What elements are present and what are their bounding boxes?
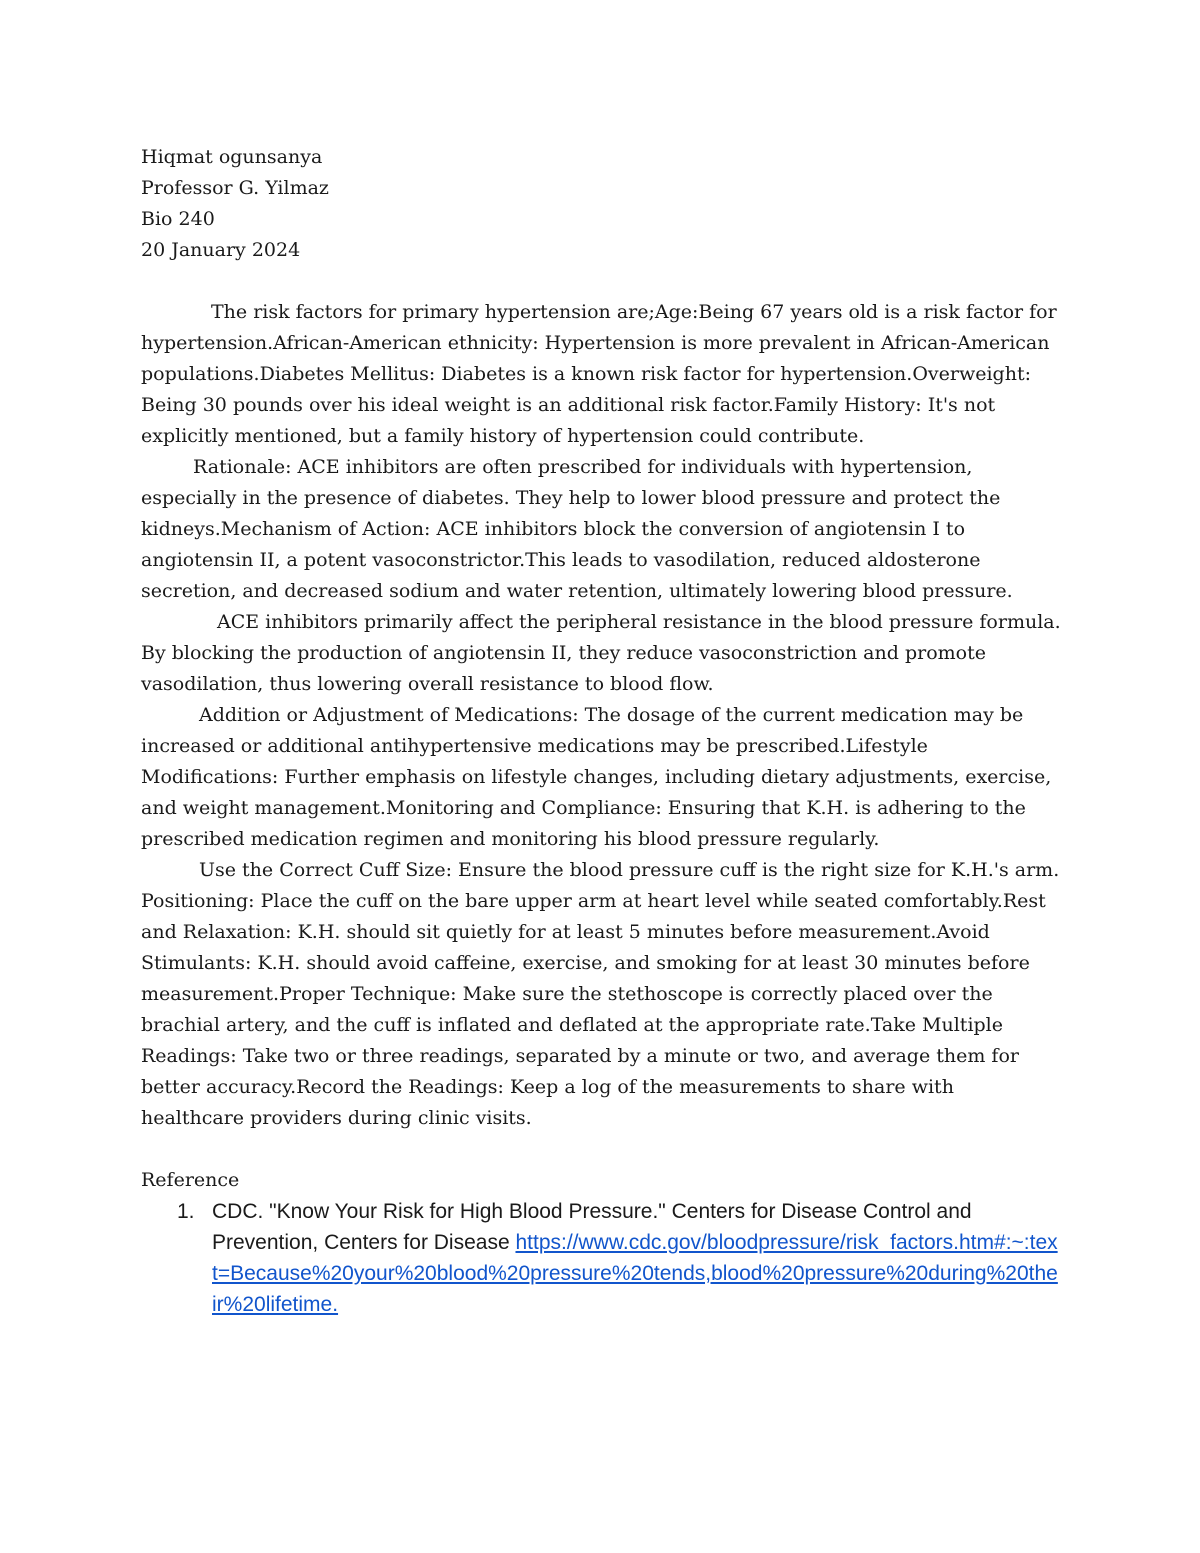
paragraph-bp-measurement: Use the Correct Cuff Size: Ensure the blood pressure cuff is the right size for K.H.'s arm. Positioning: Place the cuff on the bare upper arm at heart level while seated comfortably.Rest and Relaxation: K.H. should sit quietly for at least 5 minutes before measurement.Avoid Stimulants: K.H. should avoid caffeine, exercise, and smoking for at least 30 minutes before measurement.Proper Technique: Make sure the stethoscope is correctly placed over the brachial artery, and the cuff is inflated and deflated at the appropriate rate.Take Multiple Readings: Take two or three readings, separated by a minute or two, and average them for better accuracy.Record the Readings: Keep a log of the measurements to share with healthcare providers during clinic visits. bbox=[141, 859, 1060, 1129]
blank-line bbox=[141, 266, 1061, 297]
paragraph-risk-factors: The risk factors for primary hypertension are;Age:Being 67 years old is a risk factor for hypertension.African-American ethnicity: Hypertension is more prevalent in African-American populations.Diabetes Mellitus: Diabetes is a known risk factor for hypertension.Overweight: Being 30 pounds over his ideal weight is an additional risk factor.Family History: It's not explicitly mentioned, but a family history of hypertension could contribute. bbox=[141, 301, 1057, 447]
reference-link[interactable]: https://www.cdc.gov/bloodpressure/risk_factors.htm#:~:text=Because%20your%20blood%20pressure%20tends,blood%20pressure%20during%20their%20lifetime. bbox=[212, 1231, 1058, 1316]
course-name: Bio 240 bbox=[141, 208, 215, 230]
reference-item bbox=[141, 1196, 1061, 1320]
student-name: Hiqmat ogunsanya bbox=[141, 146, 323, 168]
professor-name: Professor G. Yilmaz bbox=[141, 177, 329, 199]
blank-line bbox=[141, 1134, 1061, 1165]
reference-citation-text: CDC. "Know Your Risk for High Blood Pressure." Centers for Disease Control and Prevention, Centers for Disease bbox=[212, 1200, 972, 1254]
paragraph-rationale: Rationale: ACE inhibitors are often prescribed for individuals with hypertension, especially in the presence of diabetes. They help to lower blood pressure and protect the kidneys.Mechanism of Action: ACE inhibitors block the conversion of angiotensin I to angiotensin II, a potent vasoconstrictor.This leads to vasodilation, reduced aldosterone secretion, and decreased sodium and water retention, ultimately lowering blood pressure. bbox=[141, 456, 1013, 602]
assignment-date: 20 January 2024 bbox=[141, 239, 301, 261]
reference-heading: Reference bbox=[141, 1169, 240, 1191]
paragraph-medication-adjustment: Addition or Adjustment of Medications: The dosage of the current medication may be increased or additional antihypertensive medications may be prescribed.Lifestyle Modifications: Further emphasis on lifestyle changes, including dietary adjustments, exercise, and weight management.Monitoring and Compliance: Ensuring that K.H. is adhering to the prescribed medication regimen and monitoring his blood pressure regularly. bbox=[141, 704, 1052, 850]
reference-list bbox=[141, 1196, 1061, 1320]
reference-number: 1. bbox=[177, 1200, 195, 1223]
paragraph-peripheral-resistance: ACE inhibitors primarily affect the peripheral resistance in the blood pressure formula. By blocking the production of angiotensin II, they reduce vasoconstriction and promote vasodilation, thus lowering overall resistance to blood flow. bbox=[141, 611, 1061, 695]
document-content bbox=[141, 142, 1061, 1320]
